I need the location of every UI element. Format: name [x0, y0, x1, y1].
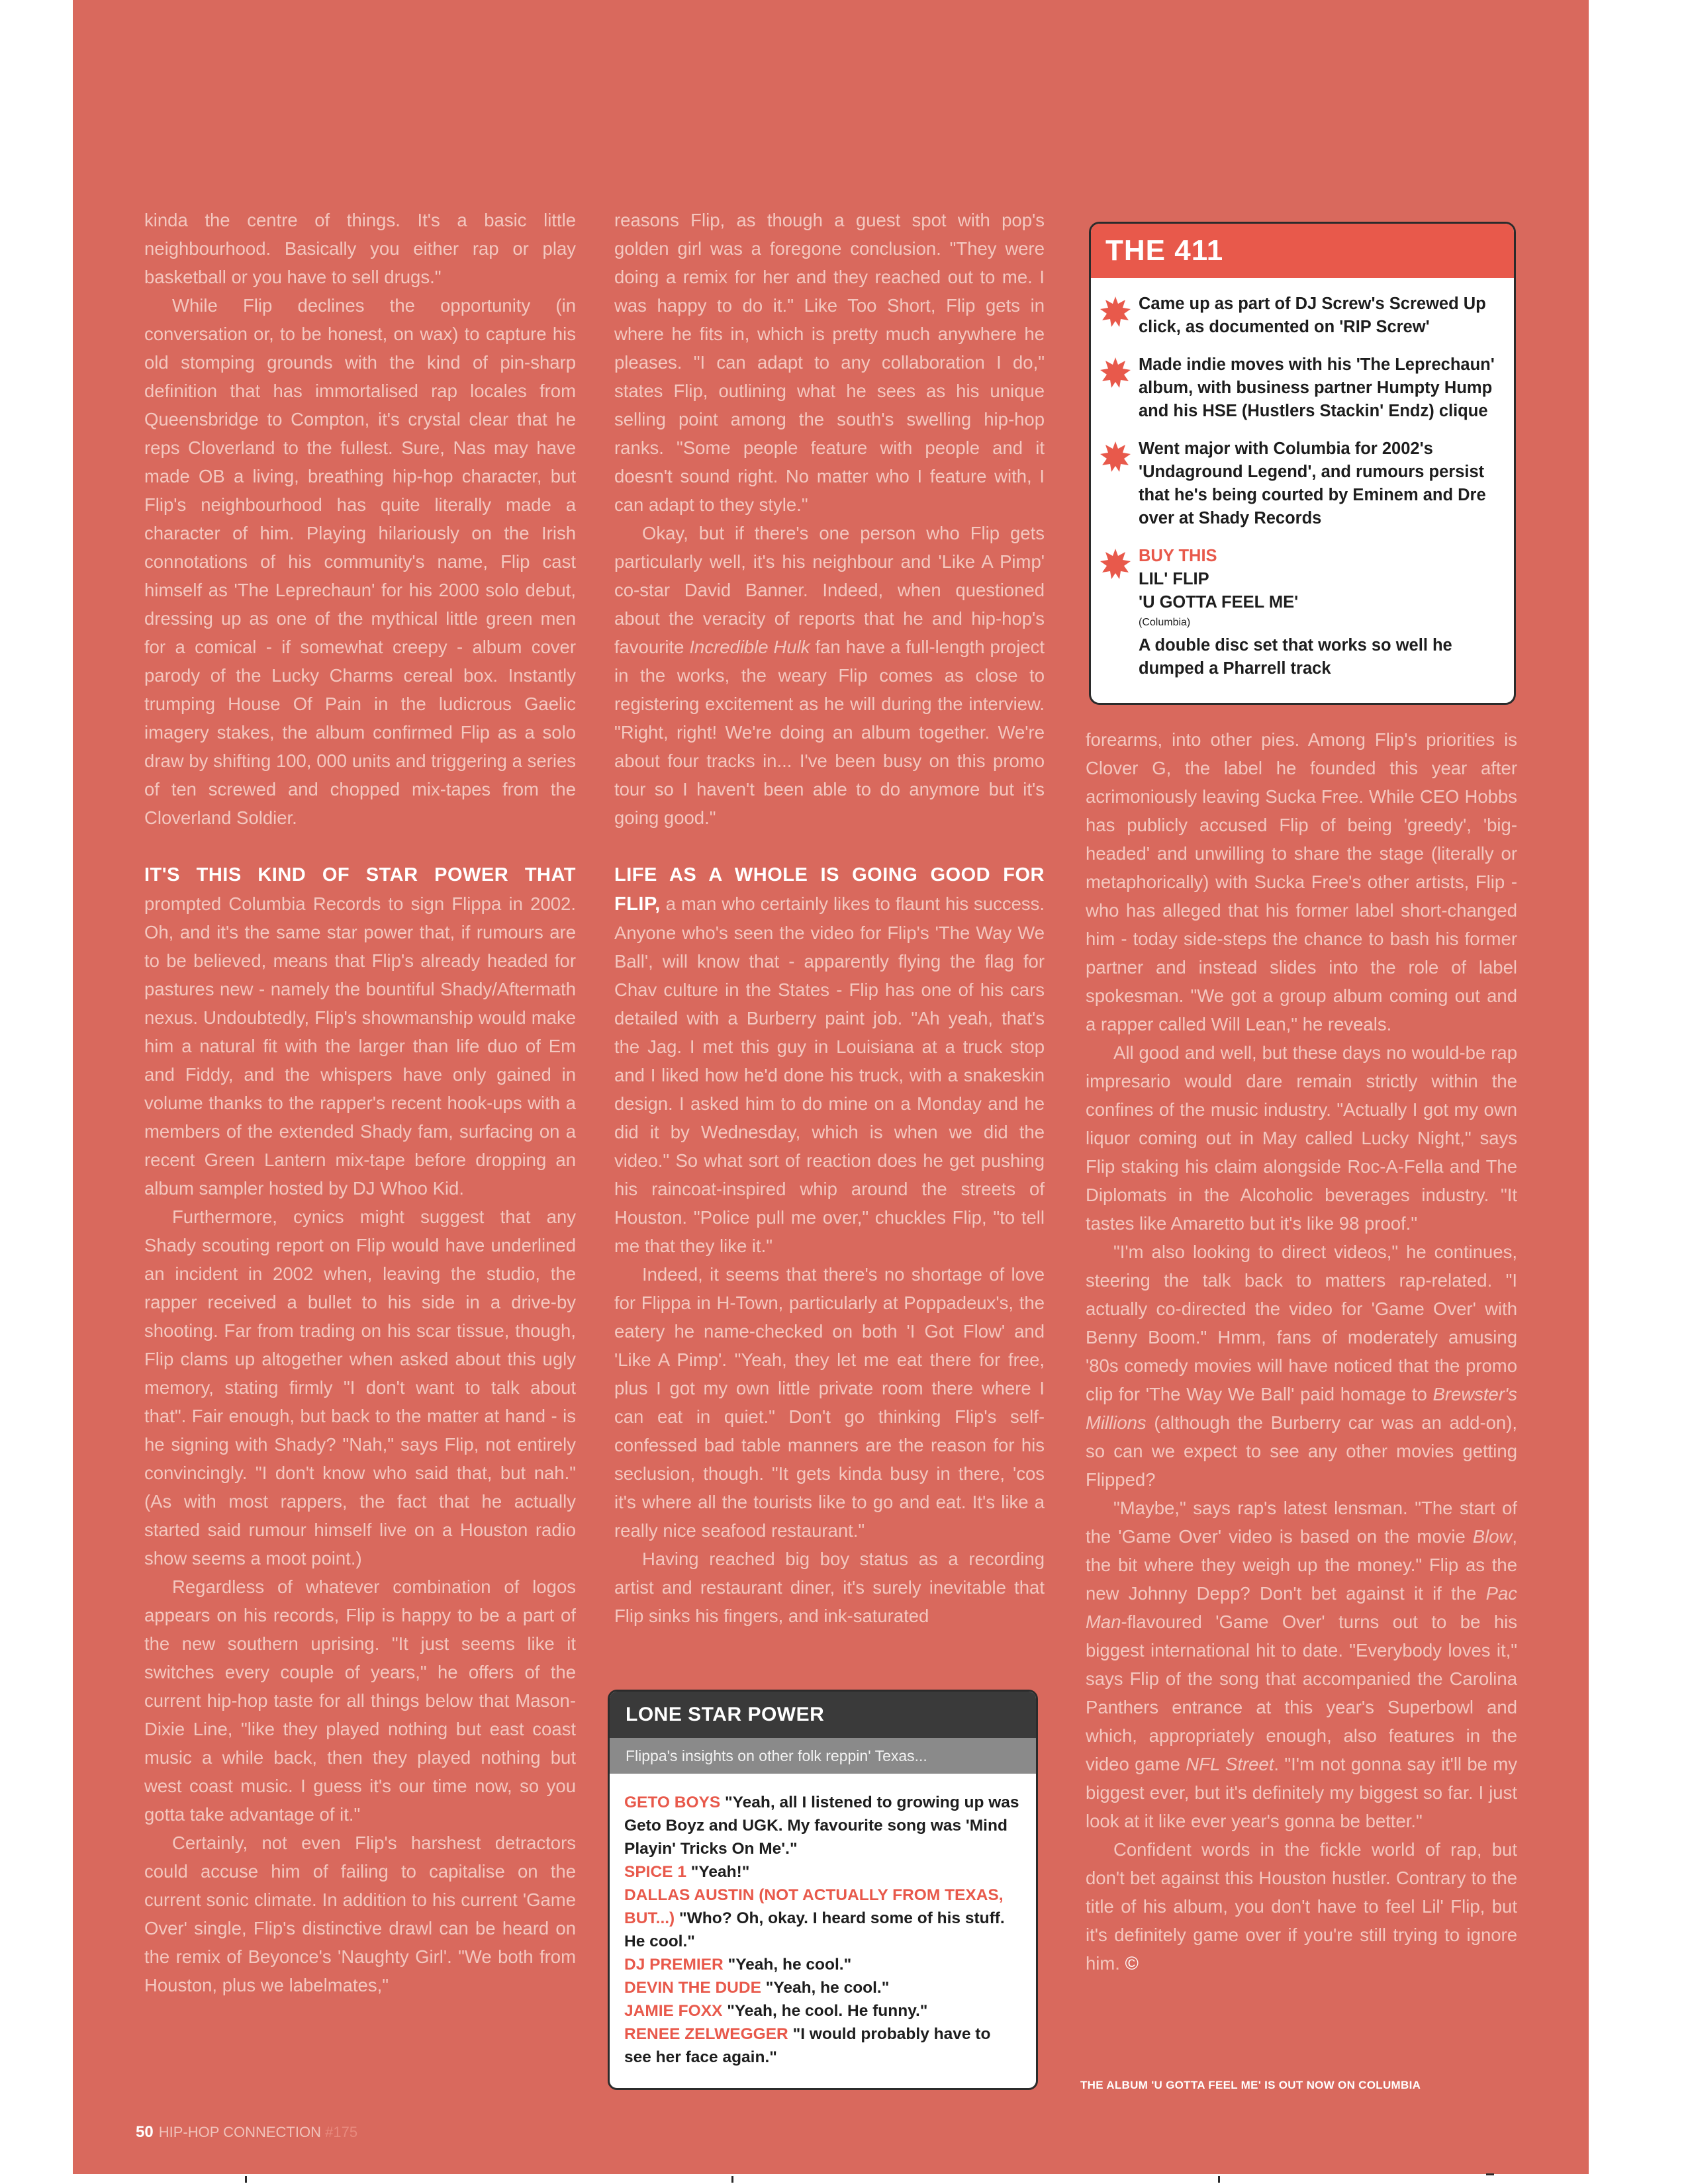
fact-item: Came up as part of DJ Screw's Screwed Up click, as documented on 'RIP Screw': [1091, 293, 1514, 339]
box-title: LONE STAR POWER: [610, 1692, 1036, 1738]
quote-entry: DALLAS AUSTIN (NOT ACTUALLY FROM TEXAS, BUT...) "Who? Oh, okay. I heard some of his stuff. He cool.": [624, 1886, 1005, 1950]
article-column-middle: [614, 206, 1045, 1630]
paragraph: Indeed, it seems that there's no shortage of love for Flippa in H-Town, particularly at Poppadeux's, the eatery he name-checked on both 'I Got Flow' and 'Like A Pimp'. "Yeah, they let me eat there for free, plus I got my own little private room there where I can eat in quiet." Don't go thinking Flip's self-confessed bad table manners are the reason for his seclusion, though. "It gets kinda busy in there, 'cos it's where all the tourists like to go and eat. It's like a really nice seafood restaurant.": [614, 1264, 1045, 1541]
paragraph: kinda the centre of things. It's a basic little neighbourhood. Basically you either rap or play basketball or you have to sell drugs.": [144, 210, 576, 287]
paragraph: Okay, but if there's one person who Flip gets particularly well, it's his neighbour and 'Like A Pimp' co-star David Banner. Indeed, when questioned about the veracity of reports that he and hip-hop's favourite Incredible Hulk fan have a full-length project in the works, the weary Flip comes as close to registering excitement as he will during the interview. "Right, right! We're doing an album together. We're about four tracks in... I've been busy on this promo tour so I haven't been able to do anymore but it's going good.": [614, 523, 1045, 828]
quote-entry: JAMIE FOXX "Yeah, he cool. He funny.": [624, 2002, 928, 2020]
buy-this-label: BUY THIS: [1139, 547, 1217, 565]
paragraph: [614, 860, 1045, 1260]
section-lead-in: LIFE AS A WHOLE IS GOING GOOD FOR FLIP,: [614, 864, 1045, 915]
paragraph: forearms, into other pies. Among Flip's priorities is Clover G, the label he founded this year after acrimoniously leaving Sucka Free. While CEO Hobbs has publicly accused Flip of being 'greedy', 'big-headed' and unwilling to share the stage (literally or metaphorically) with Sucka Free's other artists, Flip - who has alleged that his former label short-changed him - today side-steps the chance to bash his former partner and instead slides into the role of label spokesman. "We got a group album coming out and a rapper called Will Lean," he reveals.: [1086, 729, 1517, 1034]
the-411-box: [1089, 222, 1516, 705]
paragraph: "I'm also looking to direct videos," he continues, steering the talk back to matters rap-related. "I actually co-directed the video for 'Game Over' with Benny Boom." Hmm, fans of moderately amusing '80s comedy movies will have noticed that the promo clip for 'The Way We Ball' paid homage to Brewster's Millions (although the Burberry car was an add-on), so can we expect to see any other movies getting Flipped?: [1086, 1242, 1517, 1490]
section-lead-in: IT'S THIS KIND OF STAR POWER THAT: [144, 864, 576, 886]
quotes-list: [610, 1774, 1036, 2069]
paragraph: Regardless of whatever combination of logos appears on his records, Flip is happy to be a part of the new southern uprising. "It just seems like it switches every couple of years," he offers of the current hip-hop taste for all things below that Mason-Dixie Line, "like they played nothing but east coast music a while back, then they played nothing but west coast music. I guess it's our time now, so you gotta take advantage of it.": [144, 1576, 576, 1825]
fact-item: Went major with Columbia for 2002's 'Undaground Legend', and rumours persist that he's being courted by Eminem and Dre over at Shady Records: [1091, 437, 1514, 530]
end-mark: ©: [1125, 1953, 1139, 1974]
quote-entry: SPICE 1 "Yeah!": [624, 1863, 750, 1881]
paragraph: While Flip declines the opportunity (in conversation or, to be honest, on wax) to capture his old stomping grounds with the kind of pin-sharp definition that has immortalised rap locales from Queensbridge to Compton, it's crystal clear that he reps Cloverland to the fullest. Sure, Nas may have made OB a living, breathing hip-hop character, but Flip's neighbourhood has quite literally made a character of him. Playing hilariously on the Irish connotations of his community's name, Flip cast himself as 'The Leprechaun' for his 2000 solo debut, dressing up as one of the mythical little green men for a comical - if somewhat creepy - album cover parody of the Lucky Charms cereal box. Instantly trumping House Of Pain in the ludicrous Gaelic imagery stakes, the album confirmed Flip as a solo draw by shifting 100, 000 units and triggering a series of ten screwed and chopped mix-tapes from the Cloverland Soldier.: [144, 295, 576, 828]
starburst-icon: [1099, 440, 1132, 473]
paragraph: Having reached big boy status as a recording artist and restaurant diner, it's surely inevitable that Flip sinks his fingers, and ink-saturated: [614, 1549, 1045, 1626]
issue-number: #175: [325, 2124, 358, 2140]
buy-record-label: (Columbia): [1139, 617, 1191, 628]
page-folio: [136, 2123, 357, 2142]
paragraph: reasons Flip, as though a guest spot with pop's golden girl was a foregone conclusion. "They were doing a remix for her and they reached out to me. I was happy to do it." Like Too Short, Flip gets in where he fits in, which is pretty much anywhere he pleases. "I can adapt to any collaboration I do," states Flip, outlining what he sees as his unique selling point among the south's swelling hip-hop ranks. "Some people feature with people and it doesn't sound right. No matter who I feature with, I can adapt to they style.": [614, 210, 1045, 515]
paragraph: Certainly, not even Flip's harshest detractors could accuse him of failing to capitalise on the current sonic climate. In addition to his current 'Game Over' single, Flip's distinctive drawl can be heard on the remix of Beyonce's 'Naughty Girl'. "We both from Houston, plus we labelmates,": [144, 1833, 576, 1995]
paragraph: Confident words in the fickle world of rap, but don't bet against this Houston hustler. Contrary to the title of his album, you don't have to feel Lil' Flip, but it's definitely game over if you're still trying to ignore him. ©: [1086, 1839, 1517, 1974]
article-column-left: [144, 206, 576, 1999]
magazine-name: HIP-HOP CONNECTION: [158, 2124, 321, 2140]
paragraph-text: a man who certainly likes to flaunt his success. Anyone who's seen the video for Flip's 'The Way We Ball', will know that - apparently flying the flag for Chav culture in the States - Flip has one of his cars detailed with a Burberry paint job. "Ah yeah, that's the Jag. I met this guy in Louisiana at a truck stop and I liked how he'd done his truck, with a snakeskin design. I asked him to do mine on a Monday and he did it by Wednesday, which is when we did the video." So what sort of reaction does he get pushing his raincoat-inspired whip around the streets of Houston. "Police pull me over," chuckles Flip, "to tell me that they like it.": [614, 893, 1045, 1256]
buy-artist: LIL' FLIP: [1139, 570, 1209, 588]
article-column-right: [1086, 725, 1517, 1978]
page-number: 50: [136, 2123, 154, 2141]
lone-star-power-box: [608, 1690, 1038, 2090]
paragraph: All good and well, but these days no would-be rap impresario would dare remain strictly within the confines of the music industry. "Actually I got my own liquor coming out in May called Lucky Night," says Flip staking his claim alongside Roc-A-Fella and The Diplomats in the Alcoholic beverages industry. "It tastes like Amaretto but it's like 98 proof.": [1086, 1042, 1517, 1234]
starburst-icon: [1099, 547, 1132, 580]
quote-entry: RENEE ZELWEGGER "I would probably have to see her face again.": [624, 2025, 991, 2066]
quote-entry: GETO BOYS "Yeah, all I listened to growing up was Geto Boyz and UGK. My favourite song was 'Mind Playin' Tricks On Me'.": [624, 1794, 1019, 1858]
starburst-icon: [1099, 295, 1132, 328]
paragraph-text: prompted Columbia Records to sign Flippa in 2002. Oh, and it's the same star power that, if rumours are to be believed, means that Flip's already headed for pastures new - namely the bountiful Shady/Aftermath nexus. Undoubtedly, Flip's showmanship would make him a natural fit with the larger than life duo of Em and Fiddy, and the whispers have only gained in volume thanks to the rapper's recent hook-ups with a members of the extended Shady fam, surfacing on a recent Green Lantern mix-tape before dropping an album sampler hosted by DJ Whoo Kid.: [144, 893, 576, 1199]
fact-item: Made indie moves with his 'The Leprechaun' album, with business partner Humpty Hump and his HSE (Hustlers Stackin' Endz) clique: [1091, 353, 1514, 423]
quote-entry: DJ PREMIER "Yeah, he cool.": [624, 1956, 852, 1974]
buy-this-item: [1091, 545, 1514, 680]
starburst-icon: [1099, 356, 1132, 389]
paragraph: Furthermore, cynics might suggest that any Shady scouting report on Flip would have underlined an incident in 2002 when, leaving the studio, the rapper received a bullet to his side in a drive-by shooting. Far from trading on his scar tissue, though, Flip clams up altogether when asked about this ugly memory, stating firmly "I don't want to talk about that". Fair enough, but back to the matter at hand - is he signing with Shady? "Nah," says Flip, not entirely convincingly. "I don't know who said that, but nah." (As with most rappers, the fact that he actually started said rumour himself live on a Houston radio show seems a moot point.): [144, 1206, 576, 1569]
buy-description: A double disc set that works so well he dumped a Pharrell track: [1139, 636, 1452, 678]
buy-album: 'U GOTTA FEEL ME': [1139, 593, 1299, 612]
box-title: THE 411: [1091, 224, 1514, 278]
quote-entry: DEVIN THE DUDE "Yeah, he cool.": [624, 1979, 890, 1997]
box-subtitle: Flippa's insights on other folk reppin' Texas...: [610, 1738, 1036, 1774]
album-credit: THE ALBUM 'U GOTTA FEEL ME' IS OUT NOW ON COLUMBIA: [1080, 2079, 1421, 2091]
paragraph: [144, 860, 576, 1203]
paragraph: "Maybe," says rap's latest lensman. "The start of the 'Game Over' video is based on the movie Blow, the bit where they weigh up the money." Flip as the new Johnny Depp? Don't bet against it if the Pac Man-flavoured 'Game Over' turns out to be his biggest international hit to date. "Everybody loves it," says Flip of the song that accompanied the Carolina Panthers entrance at this year's Superbowl and which, appropriately enough, also features in the video game NFL Street. "I'm not gonna say it'll be my biggest ever, but it's definitely my biggest so far. I just look at it like ever year's gonna be better.": [1086, 1498, 1517, 1831]
